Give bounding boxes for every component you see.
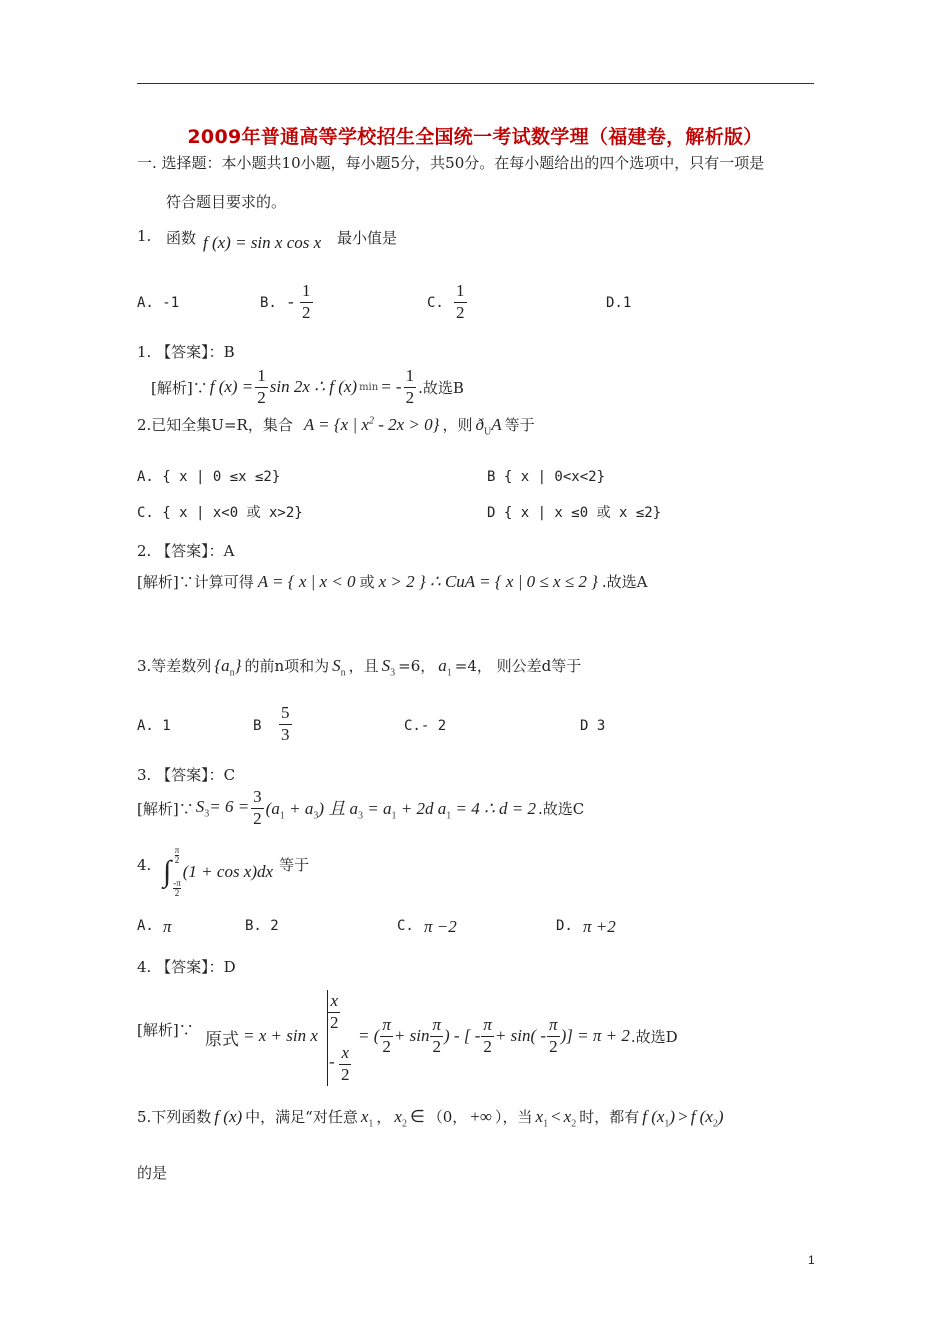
math-subscript: 1 xyxy=(279,810,285,822)
math-text: f (x xyxy=(690,1107,713,1126)
analysis-conclusion: .故选C xyxy=(537,799,585,818)
q1-option-b-fraction xyxy=(300,282,313,322)
complement-subscript: U xyxy=(483,426,492,438)
math-subscript: 1 xyxy=(543,1118,549,1130)
sequence-close: } xyxy=(234,656,242,675)
q5-x1b xyxy=(536,1107,549,1129)
analysis-fraction xyxy=(481,1016,494,1056)
section-intro-cont: 符合题目要求的。 xyxy=(166,193,287,211)
analysis-math: + sin( - xyxy=(494,1026,547,1046)
integrand: (1 + cos x)dx xyxy=(182,862,274,881)
sequence-text: {a xyxy=(214,656,230,675)
eval-lower-limit xyxy=(339,1044,352,1084)
fraction-denominator: 2 xyxy=(405,387,415,407)
set-text: A = {x | x xyxy=(303,415,369,434)
sequence-subscript: n xyxy=(229,667,235,679)
math-text: ) xyxy=(669,1107,676,1126)
q4-analysis-evaluation xyxy=(358,1016,678,1056)
set-tail: - 2x > 0} xyxy=(373,415,440,434)
analysis-conclusion: .故选A xyxy=(601,573,648,591)
analysis-math: f (x) = xyxy=(209,377,254,397)
s3-subscript: 3 xyxy=(390,667,396,679)
math-text: + a xyxy=(284,799,314,819)
q1-analysis xyxy=(151,367,464,407)
analysis-label: [解析]∵ xyxy=(137,799,194,818)
fraction-numerator: 1 xyxy=(404,367,417,388)
q3-sn xyxy=(332,656,346,678)
q4-analysis-label: [解析]∵ xyxy=(137,1021,194,1039)
analysis-math: + sin xyxy=(393,1026,430,1046)
q4-analysis-yuanshi: 原式 xyxy=(205,1030,239,1050)
q5-x2 xyxy=(394,1107,407,1129)
complement-set: A xyxy=(491,415,502,434)
q1-option-c-label: C. xyxy=(427,295,444,311)
analysis-label: [解析]∵计算可得 xyxy=(137,573,254,591)
a1-symbol: a xyxy=(438,656,447,675)
q5-infinity: +∞ xyxy=(470,1107,493,1126)
fraction-denominator: 2 xyxy=(257,387,266,407)
q5-fx1 xyxy=(642,1107,675,1129)
q1-tail: 最小值是 xyxy=(337,229,398,247)
q3-stem-text: ，且 xyxy=(348,657,379,675)
q2-tail: 等于 xyxy=(504,416,535,434)
q4-option-c-label: C. xyxy=(397,918,414,934)
fraction-denominator: 2 xyxy=(330,1012,339,1032)
math-text: ) 且 a xyxy=(318,799,358,819)
q2-stem-text: 2.已知全集U=R，集合 xyxy=(137,416,293,434)
analysis-fraction xyxy=(255,367,268,407)
a1-subscript: 1 xyxy=(446,667,452,679)
fraction-denominator: 2 xyxy=(432,1036,441,1056)
eval-upper-limit xyxy=(328,992,341,1032)
analysis-or: 或 xyxy=(359,573,375,591)
q4-option-c: π −2 xyxy=(424,917,457,936)
document-title: 2009年普通高等学校招生全国统一考试数学理（福建卷，解析版） xyxy=(187,126,763,148)
q3-sequence xyxy=(214,656,241,678)
integral-sign: ∫ xyxy=(163,855,172,888)
q2-option-b: B { x | 0<x<2} xyxy=(487,469,606,485)
q4-integral xyxy=(163,846,309,898)
q3-stem-text: =6， xyxy=(398,657,436,675)
q4-analysis-antiderivative: = x + sin x xyxy=(243,1026,318,1045)
q3-option-a: A. 1 xyxy=(137,718,171,734)
q2-answer: 2. 【答案】：A xyxy=(137,542,235,560)
q5-interval-open: （0， xyxy=(427,1108,468,1126)
math-text: x xyxy=(394,1107,402,1126)
sn-symbol: S xyxy=(332,656,341,675)
q1-option-a: A. -1 xyxy=(137,295,180,311)
q3-option-d: D 3 xyxy=(580,718,606,734)
analysis-math: ) - [ - xyxy=(444,1026,481,1046)
fraction-denominator: 2 xyxy=(549,1036,558,1056)
math-subscript: 1 xyxy=(446,810,452,822)
fraction-numerator: π xyxy=(380,1016,393,1037)
section-intro: 一. 选择题：本小题共10小题，每小题5分，共50分。在每小题给出的四个选项中，只有一项是 xyxy=(137,154,765,172)
math-text: + 2d a xyxy=(396,799,447,819)
analysis-conclusion: .故选D xyxy=(630,1027,678,1046)
analysis-fraction xyxy=(547,1016,560,1056)
q5-x1 xyxy=(361,1107,374,1129)
fraction-denominator: 2 xyxy=(302,302,311,322)
q1-option-c-fraction xyxy=(454,282,467,322)
header-rule xyxy=(137,83,814,84)
q5-stem xyxy=(137,1106,724,1129)
fraction-denominator: 2 xyxy=(483,1036,492,1056)
q3-analysis xyxy=(137,788,584,828)
q3-option-b-label: B xyxy=(253,718,262,734)
q1-option-d: D.1 xyxy=(606,295,632,311)
analysis-math: = - xyxy=(380,377,402,397)
q4-option-d-label: D. xyxy=(556,918,573,934)
math-text: x xyxy=(563,1107,572,1126)
q3-option-b-fraction xyxy=(279,704,292,744)
q5-when: 时，都有 xyxy=(579,1108,640,1126)
q2-option-c: C. { x | x<0 或 x>2} xyxy=(137,505,303,521)
math-subscript: 1 xyxy=(664,1118,670,1130)
analysis-fraction xyxy=(251,788,264,828)
limit-denominator: 2 xyxy=(174,888,180,898)
limit-numerator: -π xyxy=(173,878,181,888)
fraction-numerator: π xyxy=(547,1016,560,1037)
math-text: ) xyxy=(717,1107,724,1126)
fraction-numerator: 5 xyxy=(279,704,292,725)
math-subscript: 1 xyxy=(368,1118,374,1130)
math-text: = a xyxy=(363,799,392,819)
q1-option-b-label: B. xyxy=(260,295,277,311)
q5-element-of: ∈ xyxy=(409,1107,425,1126)
q1-option-b-sign: - xyxy=(288,292,294,311)
q3-stem-text: 3.等差数列 xyxy=(137,657,212,675)
limit-numerator: π xyxy=(174,845,180,855)
fraction-numerator: 1 xyxy=(300,282,313,303)
analysis-math xyxy=(196,797,249,819)
math-subscript: 3 xyxy=(358,810,363,822)
q2-set xyxy=(304,415,440,435)
analysis-subscript: min xyxy=(359,381,379,393)
analysis-math: = ( xyxy=(358,1026,380,1046)
limit-denominator: 2 xyxy=(174,855,180,865)
q1-formula: f (x) = sin x cos x xyxy=(203,233,322,252)
fraction-numerator: 3 xyxy=(251,788,264,809)
analysis-math: sin 2x ∴ f (x) xyxy=(269,377,358,397)
q5-fx2 xyxy=(691,1107,724,1129)
q4-answer: 4. 【答案】：D xyxy=(137,958,236,976)
q3-stem-text: 的前n项和为 xyxy=(244,657,330,675)
analysis-fraction xyxy=(380,1016,393,1056)
q4-option-a: π xyxy=(163,917,172,936)
q5-x2b xyxy=(564,1107,577,1129)
fraction-denominator: 2 xyxy=(341,1064,350,1084)
math-subscript: 2 xyxy=(712,1118,718,1130)
math-text: x xyxy=(360,1107,369,1126)
q1-lead: 函数 xyxy=(166,229,197,247)
q3-stem xyxy=(137,655,581,678)
q5-less-than: < xyxy=(551,1107,561,1126)
q2-comma: ，则 xyxy=(442,416,473,434)
math-text: S xyxy=(195,796,205,816)
analysis-fraction xyxy=(430,1016,443,1056)
q5-interval-close: ），当 xyxy=(495,1108,533,1126)
s3-symbol: S xyxy=(381,656,391,675)
q1-number: 1. xyxy=(137,227,152,245)
math-text: x xyxy=(535,1107,544,1126)
fraction-numerator: 1 xyxy=(454,282,467,303)
q2-option-a: A. { x | 0 ≤x ≤2} xyxy=(137,469,281,485)
q2-option-d: D { x | x ≤0 或 x ≤2} xyxy=(487,505,662,521)
q2-complement xyxy=(475,415,501,437)
fraction-numerator: x xyxy=(339,1044,351,1065)
integral-upper-limit xyxy=(173,846,181,865)
q4-option-d: π +2 xyxy=(583,917,616,936)
analysis-conclusion: .故选B xyxy=(418,378,464,397)
integral-lower-limit xyxy=(173,879,181,898)
q4-option-b: B. 2 xyxy=(245,918,279,934)
sn-subscript: n xyxy=(340,667,346,679)
analysis-math: x > 2 } ∴ CuA = { x | 0 ≤ x ≤ 2 } xyxy=(378,572,598,591)
fraction-denominator: 3 xyxy=(281,724,290,744)
q3-s3 xyxy=(382,656,396,678)
q3-stem-text: =4， 则公差d等于 xyxy=(454,657,582,675)
analysis-math: A = { x | x < 0 xyxy=(257,572,356,591)
math-subscript: 3 xyxy=(204,808,210,820)
fraction-denominator: 2 xyxy=(253,808,262,828)
q5-fx: f (x) xyxy=(214,1107,243,1126)
math-text: (a xyxy=(265,799,280,819)
math-text: = 6 = xyxy=(209,796,250,816)
analysis-math: )] = π + 2 xyxy=(560,1026,630,1046)
q2-analysis xyxy=(137,571,647,592)
q5-greater-than: > xyxy=(678,1107,688,1126)
math-subscript: 2 xyxy=(571,1118,577,1130)
page-number: 1 xyxy=(808,1253,815,1267)
fraction-numerator: π xyxy=(430,1016,443,1037)
q3-option-c: C.- 2 xyxy=(404,718,447,734)
q5-stem-text: 中，满足“对任意 xyxy=(245,1108,358,1126)
set-superscript: 2 xyxy=(368,415,374,427)
q5-stem-text: 5.下列函数 xyxy=(137,1108,212,1126)
q5-stem-line2: 的是 xyxy=(137,1164,168,1182)
q5-comma: ， xyxy=(376,1108,392,1126)
eval-lower-sign: - xyxy=(329,1052,335,1071)
math-subscript: 2 xyxy=(401,1118,407,1130)
fraction-denominator: 2 xyxy=(456,302,465,322)
integral-limits xyxy=(173,846,181,898)
math-text: = 4 ∴ d = 2 xyxy=(451,799,536,819)
q4-option-a-label: A. xyxy=(137,918,154,934)
fraction-denominator: 2 xyxy=(382,1036,391,1056)
fraction-numerator: π xyxy=(481,1016,494,1037)
analysis-label: [解析]∵ xyxy=(151,378,208,397)
analysis-fraction xyxy=(404,367,417,407)
fraction-numerator: 1 xyxy=(255,367,268,388)
q4-number: 4. xyxy=(137,856,152,874)
q3-a1 xyxy=(438,656,452,678)
math-subscript: 3 xyxy=(313,810,319,822)
q1-answer: 1. 【答案】：B xyxy=(137,343,235,361)
math-subscript: 1 xyxy=(391,810,397,822)
q4-tail: 等于 xyxy=(279,856,310,874)
analysis-math xyxy=(266,794,536,821)
complement-symbol: ð xyxy=(475,415,484,434)
math-text: f (x xyxy=(642,1107,665,1126)
fraction-numerator: x xyxy=(328,992,340,1013)
q3-answer: 3. 【答案】：C xyxy=(137,766,236,784)
q2-stem xyxy=(137,414,535,437)
